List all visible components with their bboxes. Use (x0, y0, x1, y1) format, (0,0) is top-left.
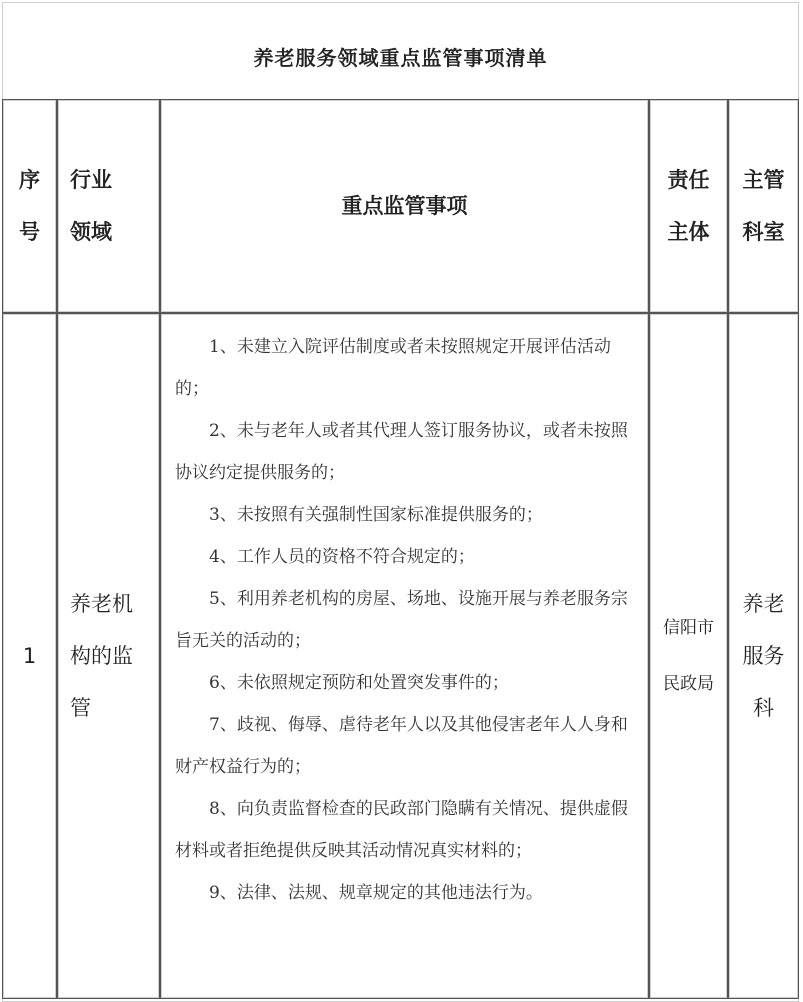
header-items: 重点监管事项 (341, 194, 468, 218)
row-responsible: 信阳市 民政局 (663, 618, 714, 694)
list-item: 6、未依照规定预防和处置突发事件的； (209, 673, 509, 693)
list-item: 5、利用养老机构的房屋、场地、设施开展与养老服务宗旨无关的活动的； (175, 589, 628, 651)
table-header-row (2, 99, 799, 313)
list-item: 9、法律、法规、规章规定的其他违法行为。 (209, 883, 543, 903)
row-department: 养老 服务 科 (742, 592, 785, 720)
row-seq: 1 (22, 644, 37, 668)
list-item: 7、歧视、侮辱、虐待老年人以及其他侵害老年人人身和财产权益行为的； (175, 715, 628, 777)
list-item: 4、工作人员的资格不符合规定的； (209, 547, 475, 567)
supervision-table (2, 99, 799, 999)
page-title: 养老服务领域重点监管事项清单 (2, 2, 799, 99)
row-field: 养老机 构的监 管 (70, 592, 133, 720)
table-row (2, 313, 799, 999)
header-seq: 序 号 (19, 168, 40, 244)
header-field: 行业 领域 (70, 168, 112, 244)
header-responsible: 责任 主体 (667, 168, 710, 244)
list-item: 2、未与老年人或者其代理人签订服务协议，或者未按照协议约定提供服务的； (175, 421, 628, 483)
list-item: 8、向负责监督检查的民政部门隐瞒有关情况、提供虚假材料或者拒绝提供反映其活动情况真实材料的； (175, 799, 628, 861)
list-item: 1、未建立入院评估制度或者未按照规定开展评估活动的； (175, 337, 611, 399)
list-item: 3、未按照有关强制性国家标准提供服务的； (209, 505, 543, 525)
row-items-list (163, 316, 646, 914)
header-department: 主管 科室 (742, 168, 785, 244)
